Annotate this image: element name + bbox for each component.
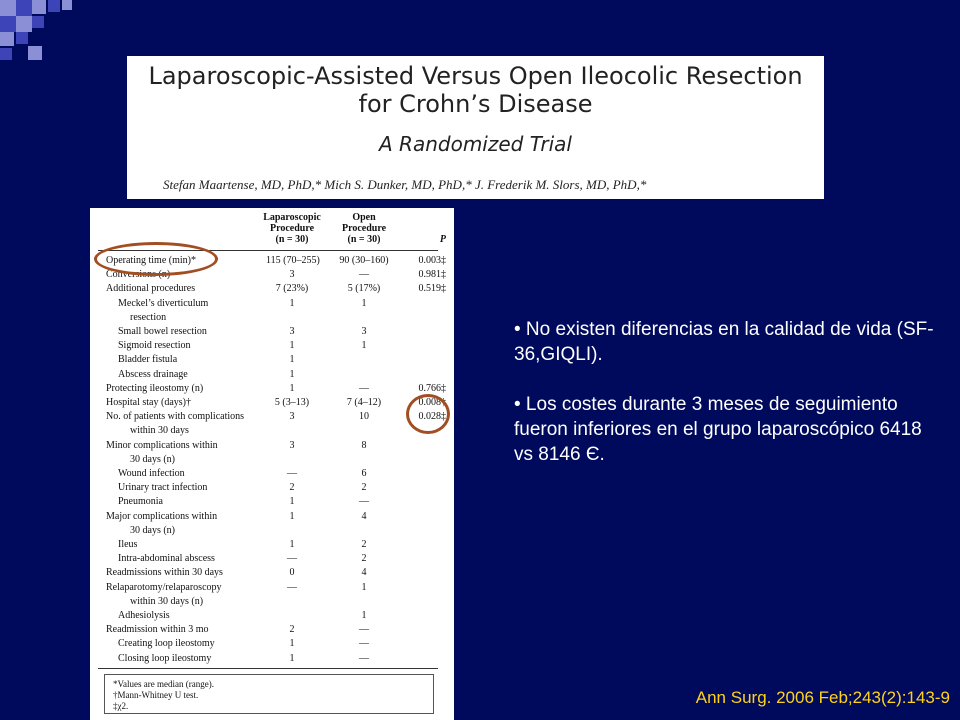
cell-lap: 7 (23%) xyxy=(275,283,309,295)
cell-label: within 30 days (n) xyxy=(130,595,204,607)
cell-open: — xyxy=(359,269,369,281)
cell-open: 10 xyxy=(359,411,369,423)
cell-lap: 3 xyxy=(289,411,295,423)
cell-label: 30 days (n) xyxy=(130,453,175,465)
cell-lap: 1 xyxy=(289,340,295,352)
article-title-line2: for Crohn’s Disease xyxy=(358,90,593,118)
cell-open: 2 xyxy=(361,553,367,565)
cell-lap: 1 xyxy=(289,539,295,550)
cell-lap: 0 xyxy=(289,567,295,579)
cell-lap: 3 xyxy=(289,269,295,281)
cell-label: Relaparotomy/relaparoscopy xyxy=(106,581,222,593)
article-title-line1: Laparoscopic-Assisted Versus Open Ileocolic Resection xyxy=(148,62,803,90)
table-row xyxy=(90,454,454,466)
cell-p: 0.981‡ xyxy=(418,269,446,281)
cell-label: Conversions (n) xyxy=(106,269,171,281)
cell-p: 0.003‡ xyxy=(418,255,446,266)
cell-label: Sigmoid resection xyxy=(118,340,191,352)
cell-lap: 3 xyxy=(289,326,295,337)
table-row xyxy=(90,525,454,537)
cell-open: 1 xyxy=(361,340,367,352)
cell-label: Wound infection xyxy=(118,468,185,479)
cell-lap: — xyxy=(287,553,297,565)
cell-open: — xyxy=(359,496,369,508)
table-row xyxy=(90,397,454,409)
table-rule-bottom xyxy=(98,668,438,669)
table-row xyxy=(90,539,454,551)
cell-lap: 1 xyxy=(289,382,295,394)
cell-open: 2 xyxy=(361,482,367,494)
table-row xyxy=(90,340,454,352)
cell-label: Hospital stay (days)† xyxy=(106,397,191,408)
cell-label: Ileus xyxy=(118,539,138,550)
cell-open: 1 xyxy=(361,610,367,621)
cell-label: Intra-abdominal abscess xyxy=(118,553,215,565)
table-row xyxy=(90,582,454,594)
table-row xyxy=(90,440,454,452)
cell-open: 2 xyxy=(361,539,367,550)
cell-open: 5 (17%) xyxy=(347,283,381,295)
table-row xyxy=(90,496,454,508)
results-table xyxy=(90,208,454,720)
cell-label: Minor complications within xyxy=(106,439,218,451)
cell-label: Meckel’s diverticulum xyxy=(118,297,209,309)
cell-lap: 3 xyxy=(289,439,295,451)
table-notes: *Values are median (range). †Mann-Whitney U test. ‡χ2. xyxy=(104,674,434,714)
cell-open: — xyxy=(359,382,369,394)
cell-p: 0.008† xyxy=(418,397,446,408)
cell-label: Pneumonia xyxy=(118,496,163,508)
table-row xyxy=(90,653,454,665)
article-subtitle: A Randomized Trial xyxy=(379,132,572,156)
cell-label: Additional procedures xyxy=(106,283,196,295)
cell-lap: 5 (3–13) xyxy=(274,397,310,408)
article-authors: Stefan Maartense, MD, PhD,* Mich S. Dunker, MD, PhD,* J. Frederik M. Slors, MD, PhD,* xyxy=(163,177,647,192)
table-row xyxy=(90,425,454,437)
highlight-ellipse-operating-time xyxy=(94,242,218,276)
table-row xyxy=(90,411,454,423)
table-row xyxy=(90,354,454,366)
cell-lap: 1 xyxy=(289,496,295,508)
cell-lap: — xyxy=(287,468,297,479)
table-row xyxy=(90,596,454,608)
table-row xyxy=(90,283,454,295)
cell-lap: 115 (70–255) xyxy=(266,255,320,266)
article-header xyxy=(127,56,824,199)
cell-label: Readmission within 3 mo xyxy=(106,624,209,636)
cell-open: 3 xyxy=(361,326,367,337)
table-row xyxy=(90,610,454,622)
cell-label: Protecting ileostomy (n) xyxy=(106,382,204,394)
table-row xyxy=(90,298,454,310)
cell-label: Adhesiolysis xyxy=(118,610,170,621)
cell-lap: 2 xyxy=(289,482,295,494)
header-laparoscopic: Laparoscopic Procedure (n = 30) xyxy=(263,212,321,245)
cell-lap: 1 xyxy=(289,297,295,309)
cell-label: Major complications within xyxy=(106,510,218,522)
table-row xyxy=(90,468,454,480)
cell-open: 90 (30–160) xyxy=(339,255,389,266)
cell-label: Abscess drainage xyxy=(118,368,188,380)
table-row xyxy=(90,326,454,338)
cell-lap: — xyxy=(287,581,297,593)
cell-lap: 1 xyxy=(289,638,295,650)
cell-open: — xyxy=(359,652,369,664)
cell-open: 6 xyxy=(361,468,367,479)
bullet-quality-of-life: • No existen diferencias en la calidad de vida (SF-36,GIQLI). xyxy=(514,319,934,365)
cell-open: 8 xyxy=(361,439,367,451)
table-row xyxy=(90,567,454,579)
cell-label: Bladder fistula xyxy=(118,354,178,366)
table-row xyxy=(90,482,454,494)
table-row xyxy=(90,511,454,523)
citation: Ann Surg. 2006 Feb;243(2):143-9 xyxy=(695,688,950,707)
cell-open: 1 xyxy=(361,297,367,309)
cell-open: 4 xyxy=(361,510,367,522)
cell-lap: 1 xyxy=(289,510,295,522)
table-row xyxy=(90,369,454,381)
cell-lap: 1 xyxy=(289,652,295,664)
cell-label: Readmissions within 30 days xyxy=(106,567,223,579)
header-p: P xyxy=(439,234,446,245)
cell-open: — xyxy=(359,638,369,650)
cell-label: 30 days (n) xyxy=(130,524,175,536)
header-open: Open Procedure (n = 30) xyxy=(341,212,387,245)
cell-open: 1 xyxy=(361,581,367,593)
bullet-list xyxy=(514,317,944,492)
cell-lap: 2 xyxy=(289,624,295,636)
table-row xyxy=(90,553,454,565)
highlight-ellipse-p-values xyxy=(406,394,450,434)
cell-p: 0.028‡ xyxy=(418,411,446,423)
cell-label: Small bowel resection xyxy=(118,326,207,337)
cell-p: 0.519‡ xyxy=(418,283,446,295)
cell-label: resection xyxy=(130,311,167,323)
cell-lap: 1 xyxy=(289,368,295,380)
table-row xyxy=(90,638,454,650)
cell-open: 7 (4–12) xyxy=(346,397,382,408)
bullet-costs: • Los costes durante 3 meses de seguimiento fueron inferiores en el grupo laparoscópico 6418 vs 8146 Є. xyxy=(514,394,922,465)
cell-lap: 1 xyxy=(289,354,295,366)
cell-p: 0.766‡ xyxy=(418,382,446,394)
cell-label: Closing loop ileostomy xyxy=(118,652,212,664)
table-row xyxy=(90,312,454,324)
cell-label: Creating loop ileostomy xyxy=(118,638,215,650)
table-row xyxy=(90,624,454,636)
cell-open: 4 xyxy=(361,567,367,579)
table-row xyxy=(90,383,454,395)
cell-label: No. of patients with complications xyxy=(106,411,245,423)
cell-open: — xyxy=(359,624,369,636)
cell-label: within 30 days xyxy=(130,425,189,437)
cell-label: Operating time (min)* xyxy=(106,255,196,266)
cell-label: Urinary tract infection xyxy=(118,482,208,494)
